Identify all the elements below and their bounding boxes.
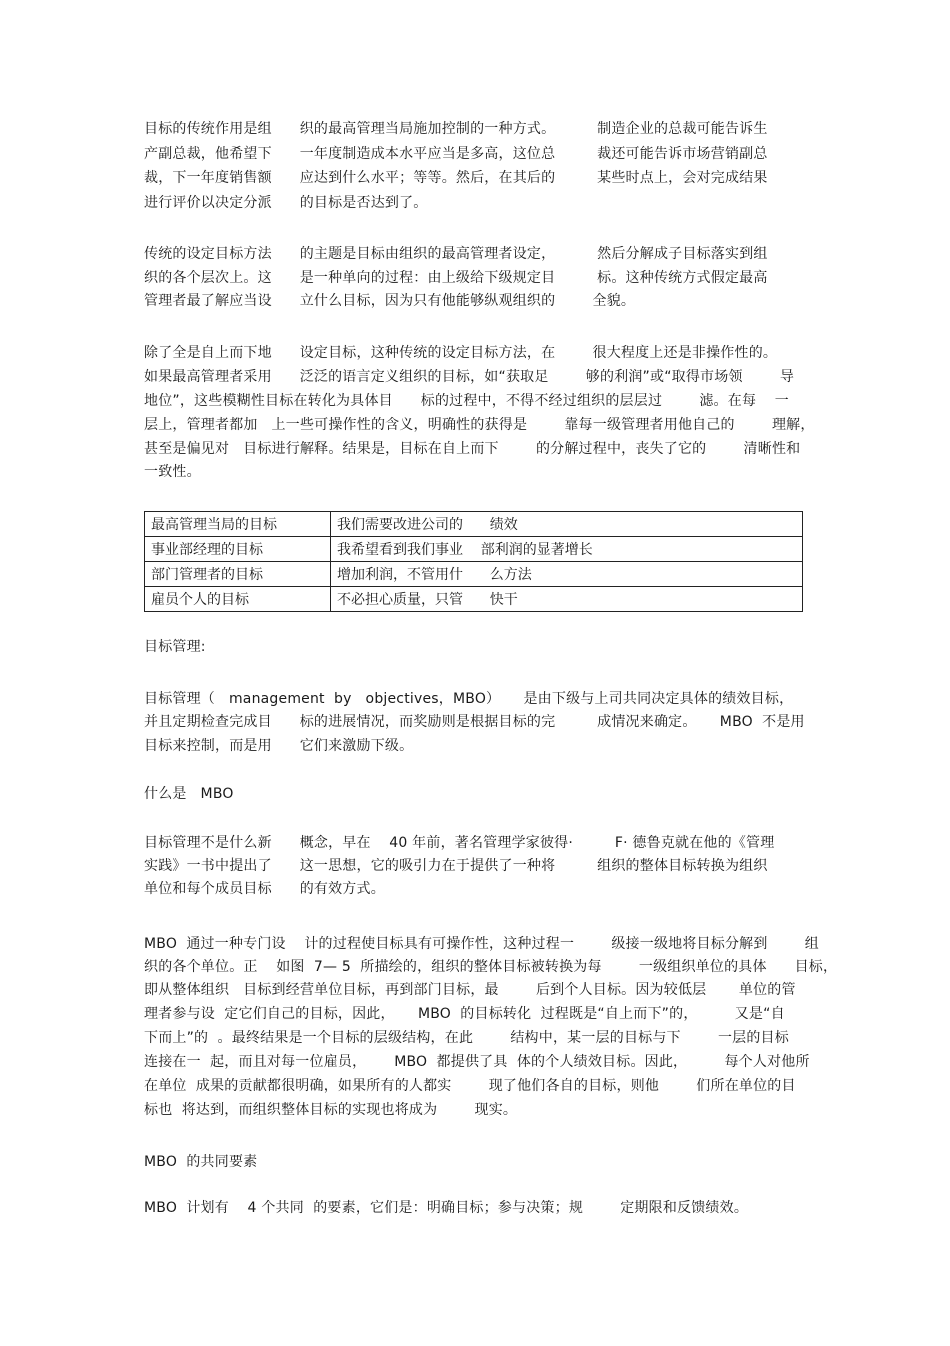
table-cell: 部门管理者的目标	[145, 562, 331, 587]
para6-line-3: 即从整体组织 目标到经营单位目标，再到部门目标，最 后到个人目标。因为较低层 单位的管	[144, 982, 796, 998]
para2-line-3: 管理者最了解应当设 立什么目标，因为只有他能够纵观组织的 全貌。	[144, 293, 636, 309]
table-cell: 增加利润，不管用什 么方法	[331, 562, 803, 587]
para1-line-2: 产副总裁，他希望下 一年度制造成本水平应当是多高，这位总 裁还可能告诉市场营销副总	[144, 146, 768, 162]
para3-line-2: 如果最高管理者采用 泛泛的语言定义组织的目标，如“获取足 够的利润”或“取得市场领 导	[144, 369, 795, 385]
table-row	[145, 562, 803, 587]
section-heading-mbo: 目标管理:	[144, 639, 206, 655]
para4-line-1: 目标管理（ management by objectives，MBO） 是由下级与上司共同决定具体的绩效目标，	[144, 691, 794, 707]
table-cell: 雇员个人的目标	[145, 587, 331, 612]
para5-line-2: 实践》一书中提出了 这一思想，它的吸引力在于提供了一种将 组织的整体目标转换为组织	[144, 858, 768, 874]
para5-line-3: 单位和每个成员目标 的有效方式。	[144, 881, 385, 897]
table-cell: 事业部经理的目标	[145, 537, 331, 562]
para2-line-1: 传统的设定目标方法 的主题是目标由组织的最高管理者设定， 然后分解成子目标落实到组	[144, 246, 768, 262]
table-cell: 最高管理当局的目标	[145, 512, 331, 537]
para4-line-2: 并且定期检查完成目 标的进展情况，而奖励则是根据目标的完 成情况来确定。 MBO 不是用	[144, 714, 805, 730]
para3-line-3: 地位”，这些模糊性目标在转化为具体目 标的过程中，不得不经过组织的层层过 滤。在每 一	[144, 393, 789, 409]
table-row	[145, 587, 803, 612]
para4-line-3: 目标来控制，而是用 它们来激励下级。	[144, 738, 414, 754]
para3-line-1: 除了全是自上而下地 设定目标，这种传统的设定目标方法，在 很大程度上还是非操作性的。	[144, 345, 778, 361]
para6-line-6: 连接在一 起，而且对每一位雇员， MBO 都提供了具 体的个人绩效目标。因此， 每个人对他所	[144, 1054, 810, 1070]
para3-line-5: 甚至是偏见对 目标进行解释。结果是，目标在自上而下 的分解过程中，丧失了它的 清晰性和	[144, 441, 801, 457]
para6-line-8: 标也 将达到，而组织整体目标的实现也将成为 现实。	[144, 1102, 518, 1118]
para1-line-1: 目标的传统作用是组 织的最高管理当局施加控制的一种方式。 制造企业的总裁可能告诉生	[144, 121, 768, 137]
table-cell: 我希望看到我们事业 部利润的显著增长	[331, 537, 803, 562]
table-row	[145, 537, 803, 562]
para3-line-6: 一致性。	[144, 464, 201, 480]
para1-line-3: 裁，下一年度销售额 应达到什么水平；等等。然后，在其后的 某些时点上，会对完成结果	[144, 170, 768, 186]
table-cell: 不必担心质量，只管 快干	[331, 587, 803, 612]
para3-line-4: 层上，管理者都加 上一些可操作性的含义，明确性的获得是 靠每一级管理者用他自己的 理解，	[144, 417, 815, 433]
para6-line-7: 在单位 成果的贡献都很明确，如果所有的人都实 现了他们各自的目标，则他 们所在单位的目	[144, 1078, 796, 1094]
para6-line-1: MBO 通过一种专门设 计的过程使目标具有可操作性，这种过程一 级接一级地将目标分解到 组	[144, 936, 819, 952]
para6-line-2: 织的各个单位。正 如图 7— 5 所描绘的，组织的整体目标被转换为每 一级组织单位的具体 目标，	[144, 959, 838, 975]
para6-line-5: 下而上”的 。最终结果是一个目标的层级结构，在此 结构中，某一层的目标与下 一层的目标	[144, 1030, 789, 1046]
para2-line-2: 织的各个层次上。这 是一种单向的过程：由上级给下级规定目 标。这种传统方式假定最高	[144, 270, 768, 286]
section-heading-elements: MBO 的共同要素	[144, 1154, 258, 1170]
section-heading-what-is-mbo: 什么是 MBO	[144, 786, 234, 802]
para5-line-1: 目标管理不是什么新 概念，早在 40 年前，著名管理学家彼得· F· 德鲁克就在他的《管理	[144, 835, 775, 851]
goals-table	[144, 511, 803, 612]
table-cell: 我们需要改进公司的 绩效	[331, 512, 803, 537]
para7-line-1: MBO 计划有 4 个共同 的要素，它们是：明确目标；参与决策；规 定期限和反馈绩效。	[144, 1200, 749, 1216]
para6-line-4: 理者参与设 定它们自己的目标，因此， MBO 的目标转化 过程既是“自上而下”的， 又是“自	[144, 1006, 785, 1022]
table-row	[145, 512, 803, 537]
para1-line-4: 进行评价以决定分派 的目标是否达到了。	[144, 195, 428, 211]
